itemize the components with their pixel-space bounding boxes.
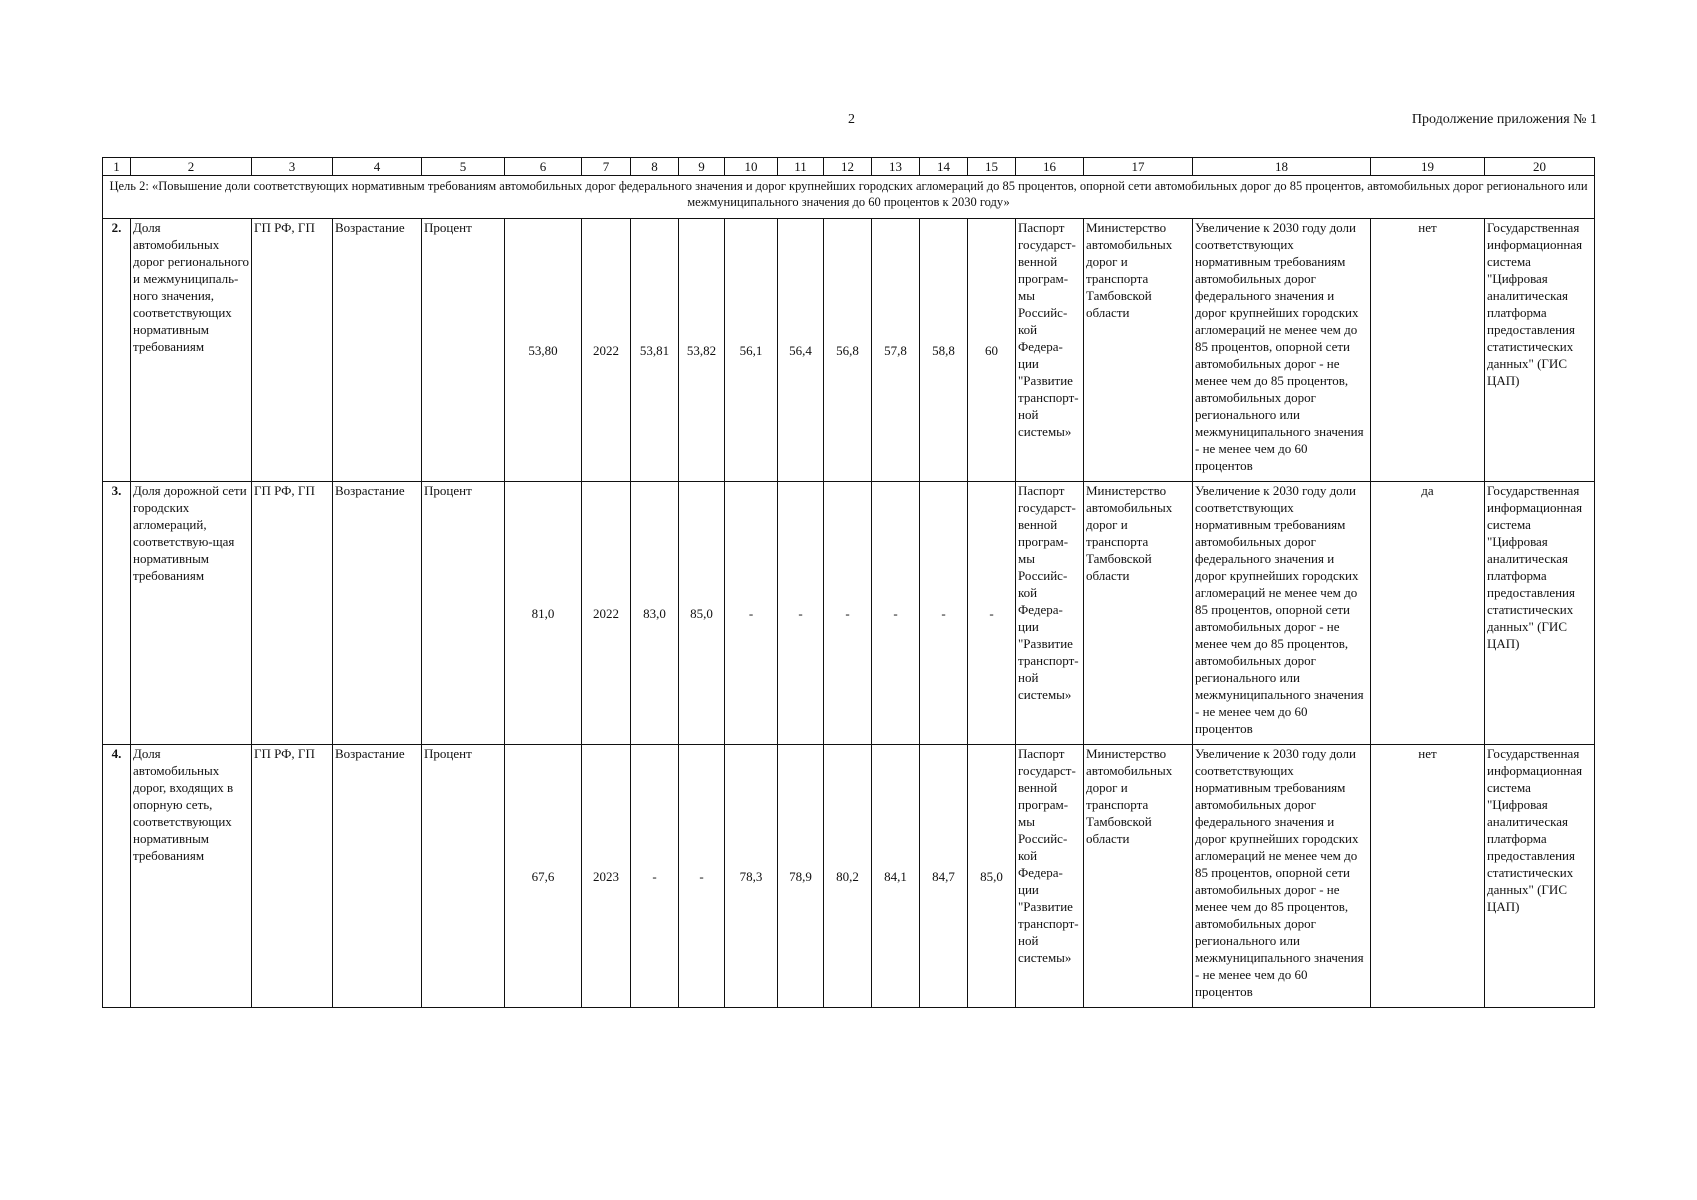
indicator-trend: Возрастание	[333, 219, 422, 482]
col-num: 14	[920, 158, 968, 176]
indicator-level: ГП РФ, ГП	[252, 482, 333, 745]
target-value: 85,0	[968, 745, 1016, 1008]
responsible-body: Министерство автомобильных дорог и транспорта Тамбовской области	[1084, 745, 1193, 1008]
target-value: 53,82	[679, 219, 725, 482]
info-system: Государственная информационная система "Цифровая аналитическая платформа предоставления статистических данных" (ГИС ЦАП)	[1485, 745, 1595, 1008]
target-value: 78,3	[725, 745, 778, 1008]
col-num: 16	[1016, 158, 1084, 176]
table-row	[103, 219, 1595, 482]
target-value: 56,1	[725, 219, 778, 482]
indicator-name: Доля дорожной сети городских агломераций, соответствую-щая нормативным требованиям	[131, 482, 252, 745]
goal-row	[103, 176, 1595, 219]
col-num: 11	[778, 158, 824, 176]
row-index: 2.	[103, 219, 131, 482]
source-document: Паспорт государст-венной програм-мы Российс-кой Федера-ции "Развитие транспорт-ной системы»	[1016, 482, 1084, 745]
target-value: 57,8	[872, 219, 920, 482]
indicator-trend: Возрастание	[333, 482, 422, 745]
target-value: 60	[968, 219, 1016, 482]
target-value: 56,8	[824, 219, 872, 482]
target-value: 53,81	[631, 219, 679, 482]
target-value: -	[824, 482, 872, 745]
base-year: 2022	[582, 482, 631, 745]
national-goal-link: Увеличение к 2030 году доли соответствующих нормативным требованиям автомобильных дорог федерального значения и дорог крупнейших городских агломераций не менее чем до 85 процентов, опорной сети автомобильных дорог - не менее чем до 85 процентов, автомобильных дорог регионального или межмуниципального значения - не менее чем до 60 процентов	[1193, 745, 1371, 1008]
row-index: 4.	[103, 745, 131, 1008]
col-num: 20	[1485, 158, 1595, 176]
target-value: 78,9	[778, 745, 824, 1008]
target-value: -	[679, 745, 725, 1008]
national-goal-link: Увеличение к 2030 году доли соответствующих нормативным требованиям автомобильных дорог федерального значения и дорог крупнейших городских агломераций не менее чем до 85 процентов, опорной сети автомобильных дорог - не менее чем до 85 процентов, автомобильных дорог регионального или межмуниципального значения - не менее чем до 60 процентов	[1193, 219, 1371, 482]
col-num: 7	[582, 158, 631, 176]
indicator-name: Доля автомобильных дорог, входящих в опорную сеть, соответствующих нормативным требованиям	[131, 745, 252, 1008]
indicator-trend: Возрастание	[333, 745, 422, 1008]
national-goal-link: Увеличение к 2030 году доли соответствующих нормативным требованиям автомобильных дорог федерального значения и дорог крупнейших городских агломераций не менее чем до 85 процентов, опорной сети автомобильных дорог - не менее чем до 85 процентов, автомобильных дорог регионального или межмуниципального значения - не менее чем до 60 процентов	[1193, 482, 1371, 745]
col-num: 12	[824, 158, 872, 176]
indicator-name: Доля автомобильных дорог регионального и межмуниципаль-ного значения, соответствующих нормативным требованиям	[131, 219, 252, 482]
target-value: 85,0	[679, 482, 725, 745]
target-value: -	[778, 482, 824, 745]
target-value: -	[920, 482, 968, 745]
col-num: 6	[505, 158, 582, 176]
target-value: 84,1	[872, 745, 920, 1008]
col-num: 18	[1193, 158, 1371, 176]
col-num: 19	[1371, 158, 1485, 176]
col-num: 4	[333, 158, 422, 176]
col-num: 1	[103, 158, 131, 176]
responsible-body: Министерство автомобильных дорог и транспорта Тамбовской области	[1084, 482, 1193, 745]
table-row	[103, 745, 1595, 1008]
goal-text: Цель 2: «Повышение доли соответствующих нормативным требованиям автомобильных дорог федерального значения и дорог крупнейших городских агломераций до 85 процентов, опорной сети автомобильных дорог до 85 процентов, автомобильных дорог регионального или межмуниципального значения до 60 процентов к 2030 году»	[103, 176, 1595, 219]
indicator-level: ГП РФ, ГП	[252, 745, 333, 1008]
target-value: -	[725, 482, 778, 745]
info-system: Государственная информационная система "Цифровая аналитическая платформа предоставления статистических данных" (ГИС ЦАП)	[1485, 482, 1595, 745]
indicator-level: ГП РФ, ГП	[252, 219, 333, 482]
target-value: -	[968, 482, 1016, 745]
target-value: 84,7	[920, 745, 968, 1008]
col-num: 9	[679, 158, 725, 176]
flag-value: нет	[1371, 219, 1485, 482]
target-value: 83,0	[631, 482, 679, 745]
flag-value: да	[1371, 482, 1485, 745]
continuation-label: Продолжение приложения № 1	[1411, 112, 1597, 127]
indicator-unit: Процент	[422, 745, 505, 1008]
page-number: 2	[848, 112, 855, 127]
source-document: Паспорт государст-венной програм-мы Российс-кой Федера-ции "Развитие транспорт-ной системы»	[1016, 219, 1084, 482]
col-num: 3	[252, 158, 333, 176]
row-index: 3.	[103, 482, 131, 745]
column-number-row	[103, 158, 1595, 176]
info-system: Государственная информационная система "Цифровая аналитическая платформа предоставления статистических данных" (ГИС ЦАП)	[1485, 219, 1595, 482]
base-value: 53,80	[505, 219, 582, 482]
target-value: 56,4	[778, 219, 824, 482]
table-row	[103, 482, 1595, 745]
responsible-body: Министерство автомобильных дорог и транспорта Тамбовской области	[1084, 219, 1193, 482]
target-value: 58,8	[920, 219, 968, 482]
base-year: 2022	[582, 219, 631, 482]
col-num: 17	[1084, 158, 1193, 176]
base-year: 2023	[582, 745, 631, 1008]
col-num: 13	[872, 158, 920, 176]
base-value: 81,0	[505, 482, 582, 745]
col-num: 10	[725, 158, 778, 176]
col-num: 15	[968, 158, 1016, 176]
col-num: 2	[131, 158, 252, 176]
source-document: Паспорт государст-венной програм-мы Российс-кой Федера-ции "Развитие транспорт-ной системы»	[1016, 745, 1084, 1008]
target-value: -	[872, 482, 920, 745]
indicator-unit: Процент	[422, 482, 505, 745]
target-value: -	[631, 745, 679, 1008]
col-num: 8	[631, 158, 679, 176]
flag-value: нет	[1371, 745, 1485, 1008]
col-num: 5	[422, 158, 505, 176]
indicators-table	[102, 157, 1595, 1008]
target-value: 80,2	[824, 745, 872, 1008]
indicator-unit: Процент	[422, 219, 505, 482]
base-value: 67,6	[505, 745, 582, 1008]
